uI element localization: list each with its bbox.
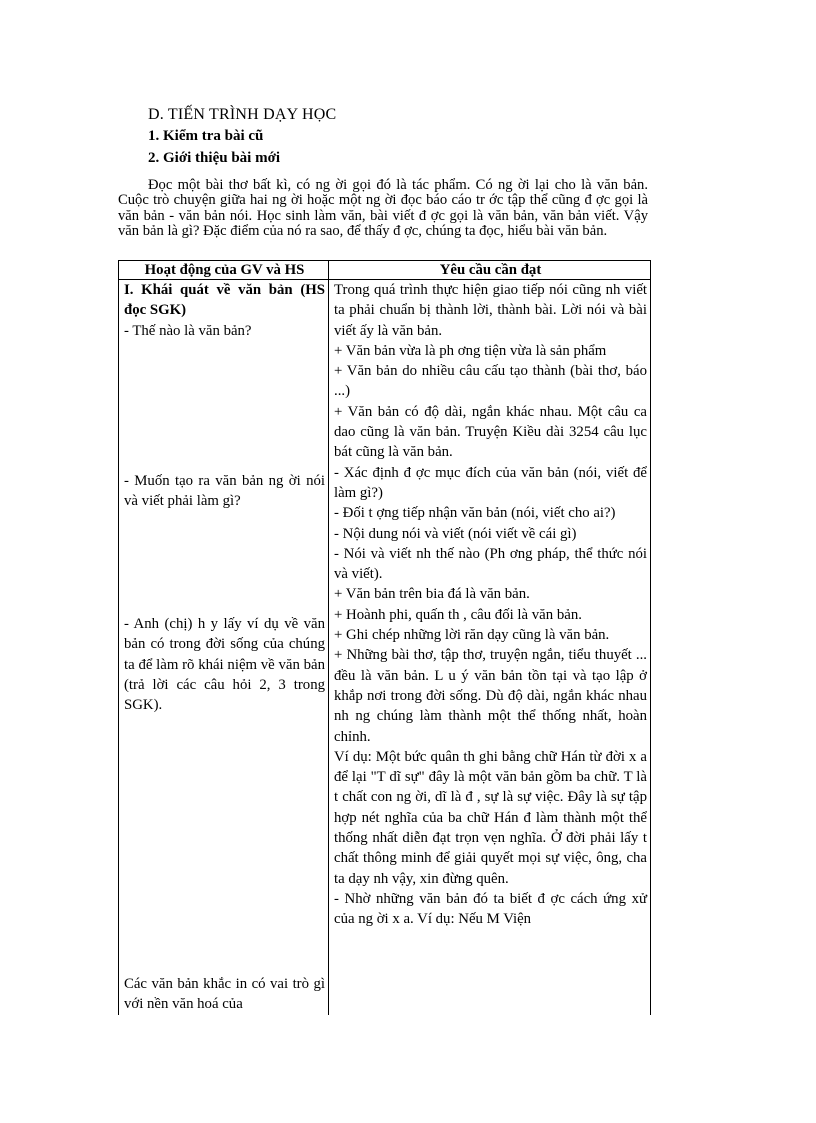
requirements-cell	[329, 280, 651, 1015]
answer-12: + Những bài thơ, tập thơ, truyện ngắn, tiểu thuyết ... đều là văn bản. L u ý văn bản tồn tại và tạo lập ở khắp nơi trong đời sống. Dù độ dài, ngắn khác nhau nh ng chúng làm thành một thể thống nhất, hoàn chỉnh.	[334, 647, 647, 745]
answer-2: + Văn bản vừa là ph ơng tiện vừa là sản phẩm	[334, 342, 607, 359]
col-header-activities: Hoạt động của GV và HS	[119, 261, 329, 280]
answer-7: - Nội dung nói và viết (nói viết về cái gì)	[334, 525, 577, 542]
intro-paragraph	[118, 178, 648, 240]
answer-14: - Nhờ những văn bản đó ta biết đ ợc cách ứng xử của ng ời x a. Ví dụ: Nếu M Viện	[334, 890, 647, 928]
answer-3: + Văn bản do nhiều câu cấu tạo thành (bài thơ, báo ...)	[334, 363, 647, 400]
subheading-introduction: 2. Giới thiệu bài mới	[148, 150, 281, 166]
section-heading: D. TIẾN TRÌNH DẠY HỌC	[148, 106, 337, 123]
question-1: - Thế nào là văn bản?	[124, 323, 252, 339]
answer-4: + Văn bản có độ dài, ngắn khác nhau. Một câu ca dao cũng là văn bản. Truyện Kiều dài 3254 câu lục bát cũng là văn bản.	[334, 403, 647, 461]
question-2: - Muốn tạo ra văn bản ng ời nói và viết phải làm gì?	[124, 473, 325, 510]
answer-5: - Xác định đ ợc mục đích của văn bản (nói, viết để làm gì?)	[334, 464, 647, 501]
answer-13: Ví dụ: Một bức quân th ghi bằng chữ Hán từ đời x a để lại "T dĩ sự" đây là một văn bản gồm ba chữ. T là t chất con ng ời, dĩ là đ , sự là sự việc. Đây là sự tập hợp nét nghĩa của ba chữ Hán đ làm thành một thể thống nhất diễn đạt trọn vẹn nghĩa. Ở đời phải lấy t chất thông minh để giải quyết mọi sự việc, ông, cha ta dạy nh vậy, xin đừng quên.	[334, 748, 647, 887]
question-3: - Anh (chị) h y lấy ví dụ về văn bản có trong đời sống của chúng ta để làm rõ khái niệm về văn bản (trả lời các câu hỏi 2, 3 trong SGK).	[124, 616, 325, 714]
table-header-row	[119, 261, 651, 280]
col-header-requirements: Yêu cầu cần đạt	[329, 261, 651, 280]
intro-text: Đọc một bài thơ bất kì, có ng ời gọi đó là tác phẩm. Có ng ời lại cho là văn bản. Cuộc trò chuyện giữa hai ng ời hoặc một ng ời đọc báo cáo tr ớc tập thể cũng đ ợc gọi là văn bản - văn bản nói. Học sinh làm văn, bài viết đ ợc gọi là văn bản, văn bản viết. Vậy văn bản là gì? Đặc điểm của nó ra sao, để thấy đ ợc, chúng ta đọc, hiểu bài văn bản.	[118, 177, 648, 240]
answer-8: - Nói và viết nh thế nào (Ph ơng pháp, thể thức nói và viết).	[334, 545, 647, 583]
answer-1: Trong quá trình thực hiện giao tiếp nói cũng nh viết ta phải chuẩn bị thành lời, thành bài. Lời nói và bài viết ấy là văn bản.	[334, 282, 647, 339]
table-row	[119, 280, 651, 1015]
answer-9: + Văn bản trên bia đá là văn bản.	[334, 586, 530, 603]
answer-10: + Hoành phi, quấn th , câu đối là văn bản.	[334, 606, 582, 623]
question-4: Các văn bản khắc in có vai trò gì với nền văn hoá của	[124, 976, 325, 1013]
activities-cell	[119, 280, 329, 1015]
answer-6: - Đối t ợng tiếp nhận văn bản (nói, viết cho ai?)	[334, 505, 616, 522]
lesson-table	[118, 260, 651, 1015]
answer-11: + Ghi chép những lời răn dạy cũng là văn bản.	[334, 627, 610, 644]
section-title: I. Khái quát về văn bản (HS đọc SGK)	[124, 282, 325, 319]
subheading-review: 1. Kiểm tra bài cũ	[148, 128, 264, 144]
